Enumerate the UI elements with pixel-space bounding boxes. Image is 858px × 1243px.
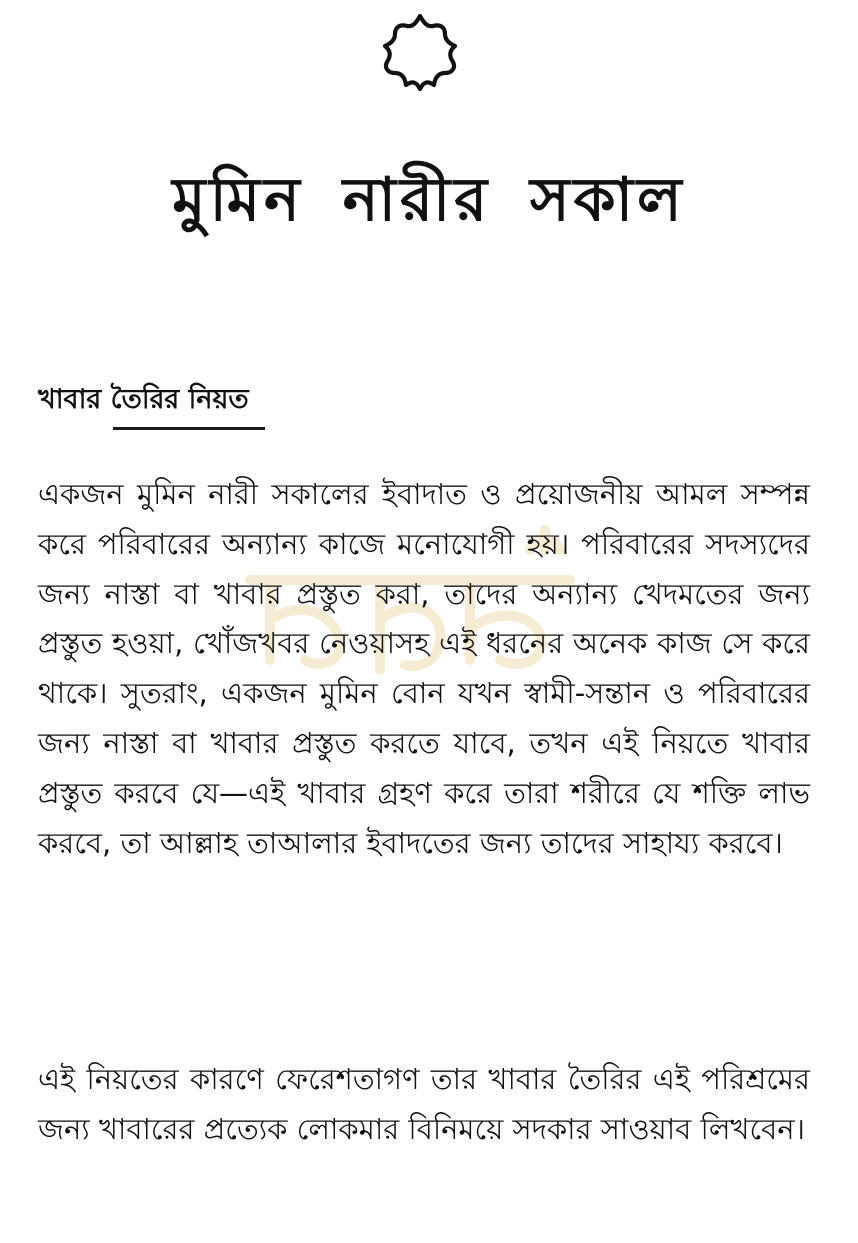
flower-ornament-icon bbox=[377, 10, 463, 96]
chapter-title: মুমিন নারীর সকাল bbox=[172, 165, 686, 235]
body-paragraph: একজন মুমিন নারী সকালের ইবাদাত ও প্রয়োজনীয় আমল সম্পন্ন করে পরিবারের অন্যান্য কাজে মনোযোগী হয়। পরিবারের সদস্যদের জন্য নাস্তা বা খাবার প্রস্তুত করা, তাদের অন্যান্য খেদমতের জন্য প্রস্তুত হওয়া, খোঁজখবর নেওয়াসহ এই ধরনের অনেক কাজ সে করে থাকে। সুতরাং, একজন মুমিন বোন যখন স্বামী-সন্তান ও পরিবারের জন্য নাস্তা বা খাবার প্রস্তুত করতে যাবে, তখন এই নিয়তে খাবার প্রস্তুত করবে যে—এই খাবার গ্রহণ করে তারা শরীরে যে শক্তি লাভ করবে, তা আল্লাহ তাআলার ইবাদতের জন্য তাদের সাহায্য করবে। bbox=[38, 477, 810, 860]
body-paragraph: এই নিয়তের কারণে ফেরেশতাগণ তার খাবার তৈরির এই পরিশ্রমের জন্য খাবারের প্রত্যেক লোকমার বিনিময়ে সদকার সাওয়াব লিখবেন। bbox=[38, 1062, 810, 1146]
section-heading: খাবার তৈরির নিয়ত bbox=[38, 384, 249, 415]
heading-underline bbox=[113, 427, 265, 430]
